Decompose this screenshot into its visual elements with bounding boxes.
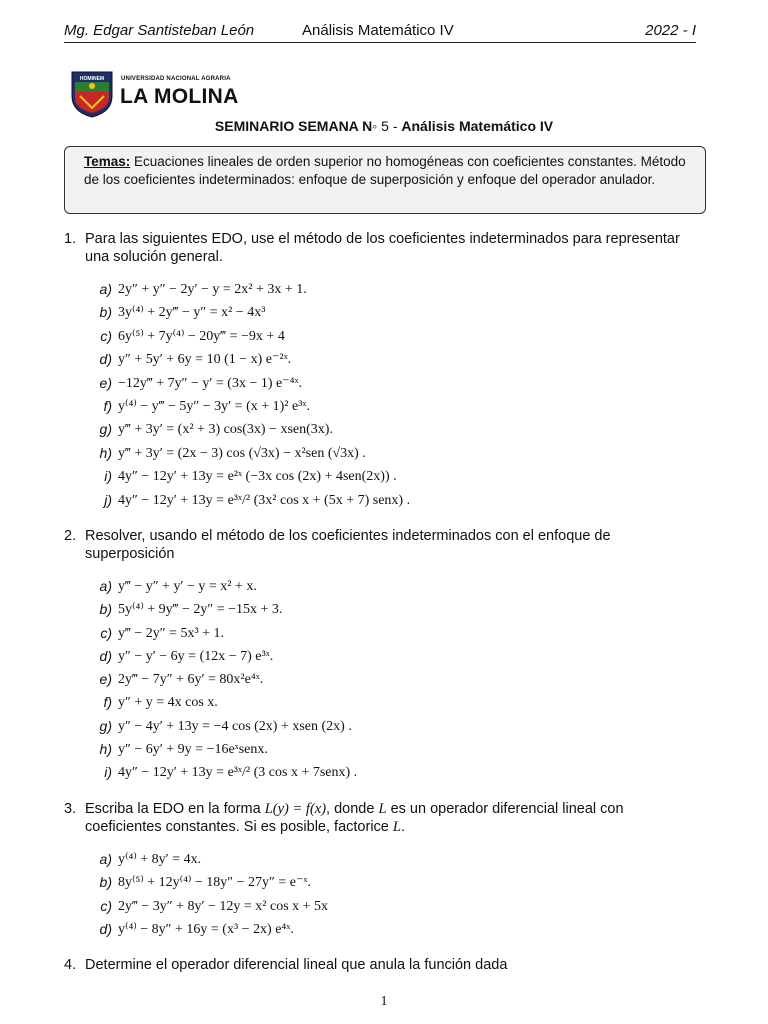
header-period: 2022 - I: [645, 22, 696, 39]
topics-text: Ecuaciones lineales de orden superior no homogéneas con coeficientes constantes. Método de los coeficientes indeterminados: enfoque de superposición y enfoque del operador anulador.: [84, 154, 686, 187]
list-item: e) −12y‴ + 7y″ − y′ = (3x − 1) e⁻⁴ˣ.: [90, 372, 690, 395]
equation: 4y″ − 12y′ + 13y = e³ˣ/² (3 cos x + 7senx) .: [118, 765, 358, 781]
list-item: h) y‴ + 3y′ = (2x − 3) cos (√3x) − x²sen (√3x) .: [90, 442, 690, 465]
question-3: [64, 800, 698, 836]
question-number: 1.: [64, 231, 77, 247]
list-item: b) 8y⁽⁵⁾ + 12y⁽⁴⁾ − 18y″ − 27y″ = e⁻ˣ.: [90, 871, 690, 894]
list-item: a) y⁽⁴⁾ + 8y′ = 4x.: [90, 848, 690, 871]
equation: y″ + y = 4x cos x.: [118, 695, 218, 711]
list-item: i) 4y″ − 12y′ + 13y = e²ˣ (−3x cos (2x) + 4sen(2x)) .: [90, 465, 690, 488]
equation: 2y‴ − 3y″ + 8y′ − 12y = x² cos x + 5x: [118, 898, 329, 914]
equation: y‴ − 2y″ = 5x³ + 1.: [118, 625, 225, 641]
equation: 4y″ − 12y′ + 13y = e²ˣ (−3x cos (2x) + 4sen(2x)) .: [118, 469, 397, 485]
equation: 2y″ + y″ − 2y′ − y = 2x² + 3x + 1.: [118, 282, 307, 297]
list-item: c) 6y⁽⁵⁾ + 7y⁽⁴⁾ − 20y‴ = −9x + 4: [90, 325, 690, 348]
equation: 5y⁽⁴⁾ + 9y‴ − 2y″ = −15x + 3.: [118, 602, 283, 618]
equation: y⁽⁴⁾ − y‴ − 5y″ − 3y′ = (x + 1)² e³ˣ.: [118, 398, 310, 414]
question-4: [64, 956, 698, 974]
question-1-items: [90, 278, 690, 512]
list-item: h) y″ − 6y′ + 9y = −16eˣsenx.: [90, 738, 690, 761]
title-dash: -: [388, 118, 402, 134]
equation: y″ − y′ − 6y = (12x − 7) e³ˣ.: [118, 648, 274, 664]
title-degree: ◦: [372, 118, 378, 134]
header-course: Análisis Matemático IV: [302, 22, 454, 39]
list-item: f) y″ + y = 4x cos x.: [90, 691, 690, 714]
list-item: d) y⁽⁴⁾ − 8y″ + 16y = (x³ − 2x) e⁴ˣ.: [90, 918, 690, 941]
list-item: c) 2y‴ − 3y″ + 8y′ − 12y = x² cos x + 5x: [90, 895, 690, 918]
equation: 8y⁽⁵⁾ + 12y⁽⁴⁾ − 18y″ − 27y″ = e⁻ˣ.: [118, 875, 311, 891]
title-number: 5: [377, 118, 389, 134]
svg-text:HOMINEM: HOMINEM: [79, 76, 105, 82]
question-2: [64, 527, 698, 563]
list-item: a) y‴ − y″ + y′ − y = x² + x.: [90, 575, 690, 598]
topics-label: Temas:: [84, 154, 131, 169]
list-item: g) y‴ + 3y′ = (x² + 3) cos(3x) − xsen(3x).: [90, 418, 690, 441]
question-number: 3.: [64, 801, 77, 817]
equation: y″ − 4y′ + 13y = −4 cos (2x) + xsen (2x) .: [118, 718, 352, 734]
equation: −12y‴ + 7y″ − y′ = (3x − 1) e⁻⁴ˣ.: [118, 375, 303, 391]
crest-icon: [70, 70, 114, 118]
equation: 3y⁽⁴⁾ + 2y‴ − y″ = x² − 4x³: [118, 305, 266, 321]
equation: y″ + 5y′ + 6y = 10 (1 − x) e⁻²ˣ.: [118, 352, 292, 368]
equation: y‴ − y″ + y′ − y = x² + x.: [118, 579, 257, 594]
equation: y⁽⁴⁾ − 8y″ + 16y = (x³ − 2x) e⁴ˣ.: [118, 921, 294, 937]
page-title: [0, 118, 768, 134]
equation: y″ − 6y′ + 9y = −16eˣsenx.: [118, 742, 268, 758]
list-item: i) 4y″ − 12y′ + 13y = e³ˣ/² (3 cos x + 7senx) .: [90, 761, 690, 784]
question-1: [64, 230, 698, 266]
header-author: Mg. Edgar Santisteban León: [64, 22, 255, 39]
question-2-items: [90, 575, 690, 785]
list-item: b) 3y⁽⁴⁾ + 2y‴ − y″ = x² − 4x³: [90, 301, 690, 324]
question-text: Determine el operador diferencial lineal que anula la función dada: [85, 957, 508, 973]
question-text: Escriba la EDO en la forma L(y) = f(x), donde L es un operador diferencial lineal con coeficientes constantes. Si es posible, factorice L.: [85, 801, 624, 835]
title-prefix: SEMINARIO SEMANA N: [214, 118, 373, 134]
equation: y⁽⁴⁾ + 8y′ = 4x.: [118, 852, 202, 867]
question-3-items: [90, 848, 690, 941]
list-item: c) y‴ − 2y″ = 5x³ + 1.: [90, 622, 690, 645]
equation: 2y‴ − 7y″ + 6y′ = 80x²e⁴ˣ.: [118, 672, 264, 688]
list-item: d) y″ + 5y′ + 6y = 10 (1 − x) e⁻²ˣ.: [90, 348, 690, 371]
university-name: UNIVERSIDAD NACIONAL AGRARIA: [121, 76, 231, 82]
equation: 4y″ − 12y′ + 13y = e³ˣ/² (3x² cos x + (5x + 7) senx) .: [118, 492, 411, 508]
list-item: a) 2y″ + y″ − 2y′ − y = 2x² + 3x + 1.: [90, 278, 690, 301]
list-item: e) 2y‴ − 7y″ + 6y′ = 80x²e⁴ˣ.: [90, 668, 690, 691]
page-number: 1: [380, 994, 388, 1009]
list-item: g) y″ − 4y′ + 13y = −4 cos (2x) + xsen (2x) .: [90, 715, 690, 738]
list-item: b) 5y⁽⁴⁾ + 9y‴ − 2y″ = −15x + 3.: [90, 598, 690, 621]
equation: y‴ + 3y′ = (x² + 3) cos(3x) − xsen(3x).: [118, 422, 333, 438]
list-item: j) 4y″ − 12y′ + 13y = e³ˣ/² (3x² cos x + (5x + 7) senx) .: [90, 489, 690, 512]
question-text: Resolver, usando el método de los coeficientes indeterminados con el enfoque de superposición: [85, 528, 611, 562]
question-text: Para las siguientes EDO, use el método de los coeficientes indeterminados para representar una solución general.: [85, 231, 680, 265]
university-brand: LA MOLINA: [120, 85, 239, 108]
running-header: [64, 22, 696, 43]
equation: 6y⁽⁵⁾ + 7y⁽⁴⁾ − 20y‴ = −9x + 4: [118, 328, 285, 344]
university-logo: [70, 70, 250, 118]
title-subject: Análisis Matemático IV: [401, 118, 554, 134]
list-item: f) y⁽⁴⁾ − y‴ − 5y″ − 3y′ = (x + 1)² e³ˣ.: [90, 395, 690, 418]
question-number: 4.: [64, 957, 77, 973]
question-number: 2.: [64, 528, 77, 544]
topics-box: [64, 146, 706, 214]
equation: y‴ + 3y′ = (2x − 3) cos (√3x) − x²sen (√3x) .: [118, 445, 366, 461]
list-item: d) y″ − y′ − 6y = (12x − 7) e³ˣ.: [90, 645, 690, 668]
